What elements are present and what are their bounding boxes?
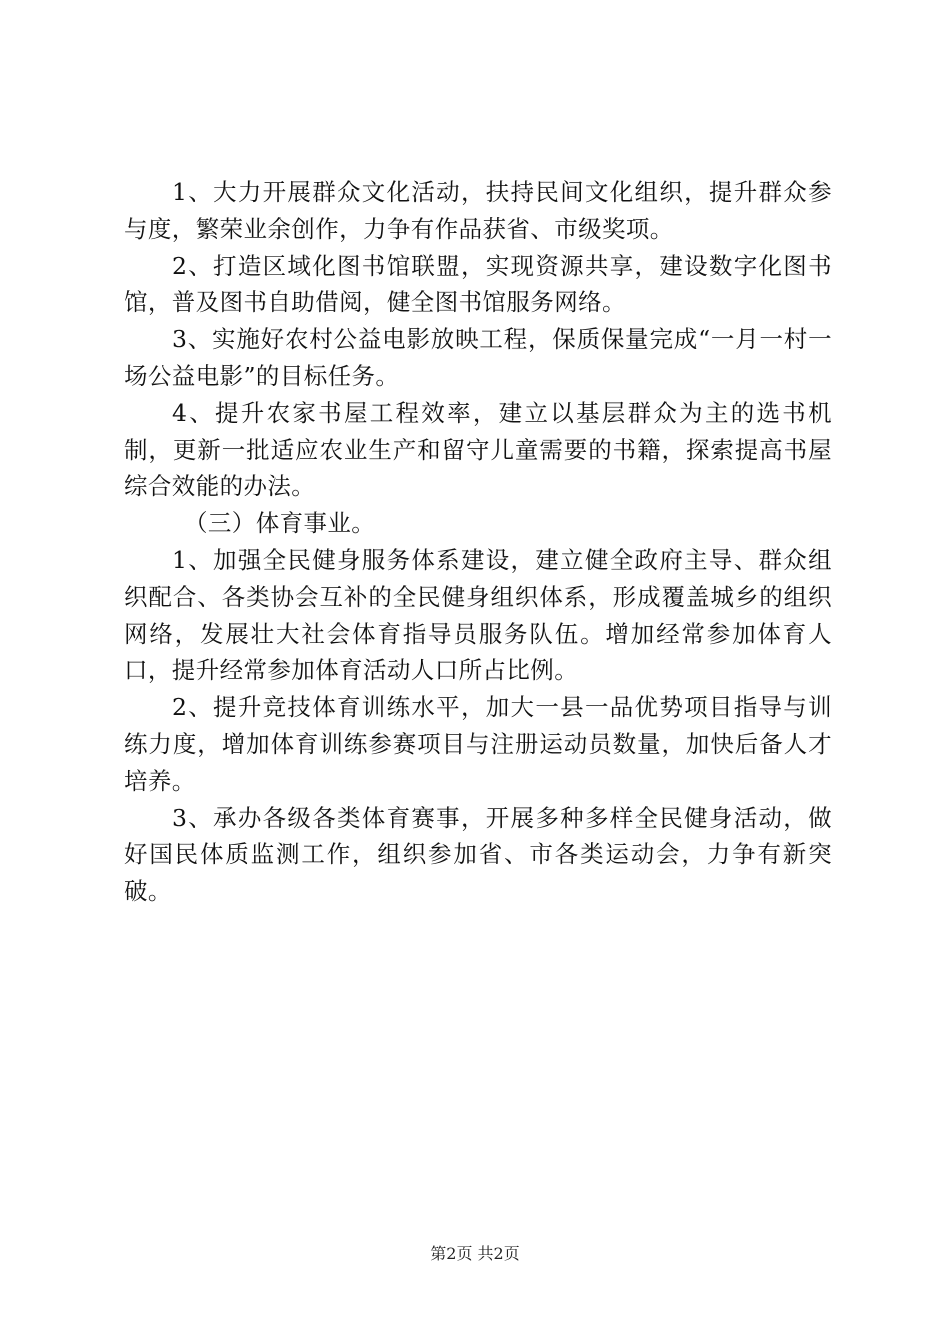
paragraph-culture-1: 1、大力开展群众文化活动，扶持民间文化组织，提升群众参与度，繁荣业余创作，力争有作品获省、市级奖项。 <box>124 178 832 243</box>
paragraph-culture-4: 4、提升农家书屋工程效率，建立以基层群众为主的选书机制，更新一批适应农业生产和留守儿童需要的书籍，探索提高书屋综合效能的办法。 <box>124 398 832 501</box>
section-heading-sports: （三）体育事业。 <box>184 509 376 538</box>
paragraph-sports-1: 1、加强全民健身服务体系建设，建立健全政府主导、群众组织配合、各类协会互补的全民健身组织体系，形成覆盖城乡的组织网络，发展壮大社会体育指导员服务队伍。增加经常参加体育人口，提升经常参加体育活动人口所占比例。 <box>124 545 832 685</box>
paragraph-culture-2: 2、打造区域化图书馆联盟，实现资源共享，建设数字化图书馆，普及图书自助借阅，健全图书馆服务网络。 <box>124 251 832 317</box>
paragraph-sports-3: 3、承办各级各类体育赛事，开展多种多样全民健身活动，做好国民体质监测工作，组织参加省、市各类运动会，力争有新突破。 <box>124 803 832 906</box>
page-number-footer: 第2页 共2页 <box>430 1244 520 1263</box>
paragraph-sports-2: 2、提升竞技体育训练水平，加大一县一品优势项目指导与训练力度，增加体育训练参赛项目与注册运动员数量，加快后备人才培养。 <box>124 693 832 795</box>
document-body <box>124 174 832 910</box>
paragraph-culture-3: 3、实施好农村公益电影放映工程，保质保量完成“一月一村一场公益电影”的目标任务。 <box>124 325 832 390</box>
